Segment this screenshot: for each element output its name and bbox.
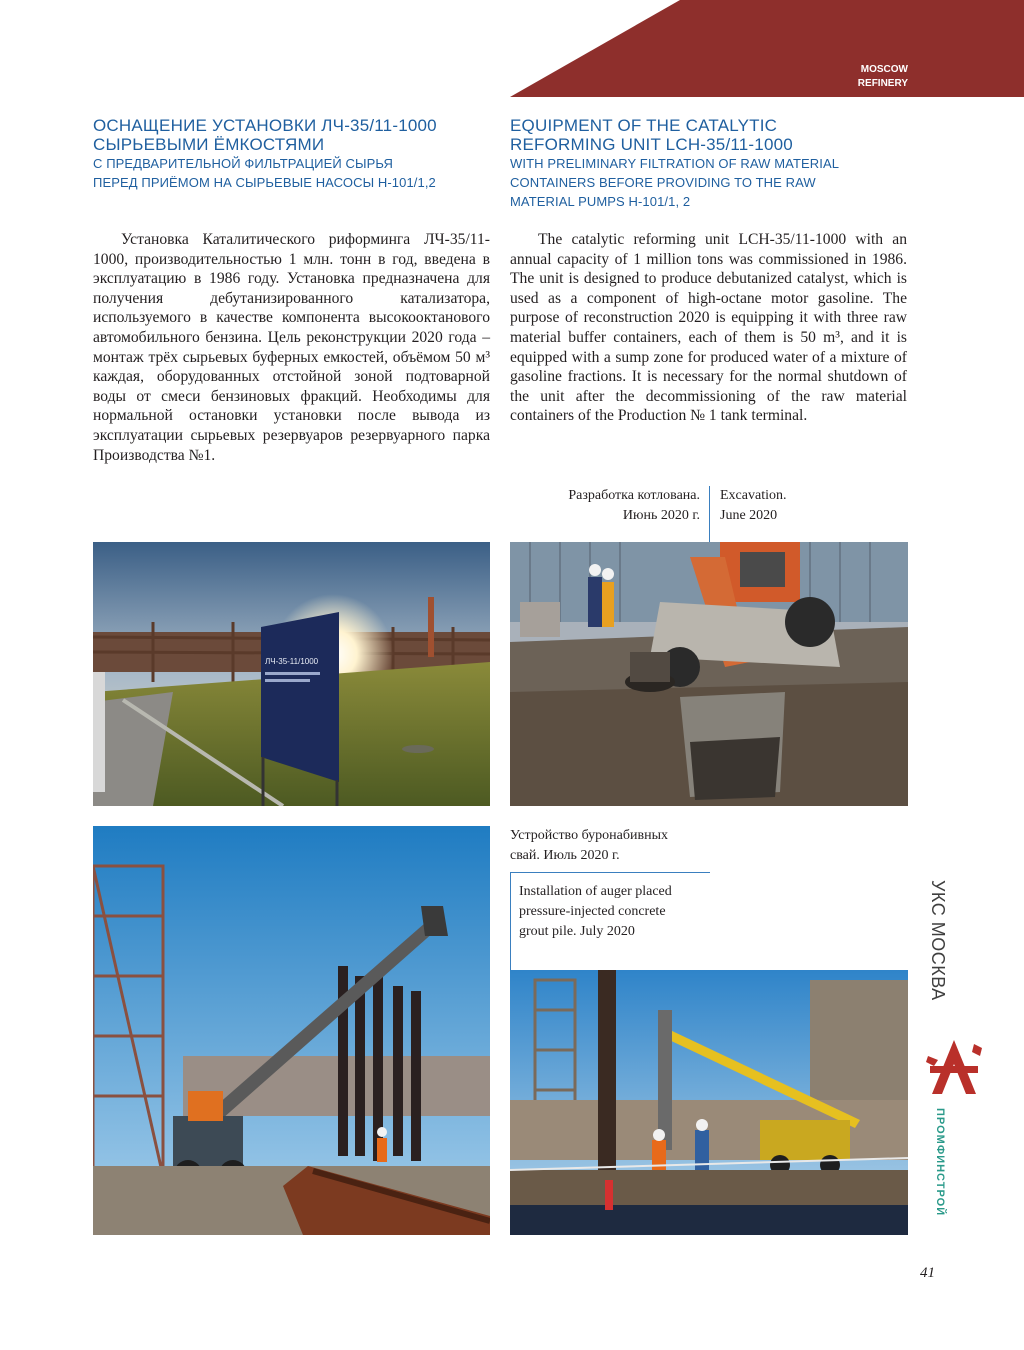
piles-caption-en-line1: Installation of auger placed bbox=[519, 884, 672, 899]
ru-title-line1: ОСНАЩЕНИЕ УСТАНОВКИ ЛЧ-35/11-1000 bbox=[93, 116, 437, 135]
photo-pile-rig bbox=[93, 826, 490, 1235]
photo-excavation bbox=[510, 542, 908, 806]
caption-divider bbox=[510, 872, 710, 873]
ru-subtitle-line1: С ПРЕДВАРИТЕЛЬНОЙ ФИЛЬТРАЦИЕЙ СЫРЬЯ bbox=[93, 156, 393, 171]
en-title-line1: EQUIPMENT OF THE CATALYTIC bbox=[510, 116, 778, 135]
side-logo-text: ПРОМФИНСТРОЙ bbox=[934, 1108, 946, 1217]
ru-title-line2: СЫРЬЕВЫМИ ЁМКОСТЯМИ bbox=[93, 135, 325, 154]
side-company-title: УКС МОСКВА bbox=[928, 880, 948, 1001]
excavation-caption-en-line2: June 2020 bbox=[720, 508, 778, 523]
section-tag bbox=[858, 63, 908, 91]
caption-divider bbox=[709, 486, 710, 542]
section-tag-line1: MOSCOW bbox=[860, 64, 908, 75]
piles-caption-ru-line2: свай. Июль 2020 г. bbox=[510, 848, 620, 863]
excavation-caption-ru bbox=[520, 486, 700, 526]
piles-caption-en-line3: grout pile. July 2020 bbox=[519, 924, 635, 939]
piles-caption-ru bbox=[510, 826, 720, 866]
en-subtitle-line2: CONTAINERS BEFORE PROVIDING TO THE RAW bbox=[510, 175, 816, 190]
caption-divider bbox=[510, 872, 511, 970]
excavation-caption-en-line1: Excavation. bbox=[720, 488, 787, 503]
en-subtitle-line3: MATERIAL PUMPS H-101/1, 2 bbox=[510, 194, 691, 209]
excavation-caption-en bbox=[720, 486, 900, 526]
promfinstroy-logo-icon bbox=[924, 1036, 984, 1096]
piles-caption-en-line2: pressure-injected concrete bbox=[519, 904, 666, 919]
en-headline bbox=[510, 116, 910, 211]
piles-caption-en bbox=[519, 882, 719, 942]
ru-subtitle-line2: ПЕРЕД ПРИЁМОМ НА СЫРЬЕВЫЕ НАСОСЫ Н-101/1,2 bbox=[93, 175, 436, 190]
en-body-text: The catalytic reforming unit LCH-35/11-1000 with an annual capacity of 1 million tons was commissioned in 1986. The unit is designed to produce debutanized catalyst, which is used as a component of high-octane motor gasoline. The purpose of reconstruction 2020 is equipping it with three raw material buffer containers, each of them is 50 m³, and it is equipped with a sump zone for produced water of a mixture of gasoline fractions. It is necessary for the normal shutdown of the unit after the decommissioning of the raw material containers of the Production № 1 tank terminal. bbox=[510, 231, 907, 425]
section-tag-line2: REFINERY bbox=[857, 78, 908, 89]
ru-headline bbox=[93, 116, 493, 192]
ru-body-text: Установка Каталитического риформинга ЛЧ-35/11-1000, производительностью 1 млн. тонн в год, введена в эксплуатацию в 1986 году. Установка предназначена для получения дебутанизированного катализатора, используемого в качестве компонента высокооктанового автомобильного бензина. Цель реконструкции 2020 года – монтаж трёх сырьевых буферных емкостей, объёмом 50 м³ каждая, оборудованных отстойной зоной подтоварной воды от смеси бензиновых фракций. Необходимы для нормальной остановки установки после вывода из эксплуатации сырьевых резервуаров резервуарного парка Производства №1. bbox=[93, 231, 490, 464]
en-title-line2: REFORMING UNIT LCH-35/11-1000 bbox=[510, 135, 793, 154]
sign-text: ЛЧ-35-11/1000 bbox=[265, 657, 319, 666]
excavation-caption-ru-line2: Июнь 2020 г. bbox=[622, 508, 700, 523]
photo-site-sign bbox=[93, 542, 490, 806]
page-number: 41 bbox=[920, 1265, 935, 1281]
excavation-caption-ru-line1: Разработка котлована. bbox=[568, 488, 700, 503]
en-subtitle-line1: WITH PRELIMINARY FILTRATION OF RAW MATERIAL bbox=[510, 156, 840, 171]
photo-crane bbox=[510, 970, 908, 1235]
piles-caption-ru-line1: Устройство буронабивных bbox=[510, 828, 668, 843]
